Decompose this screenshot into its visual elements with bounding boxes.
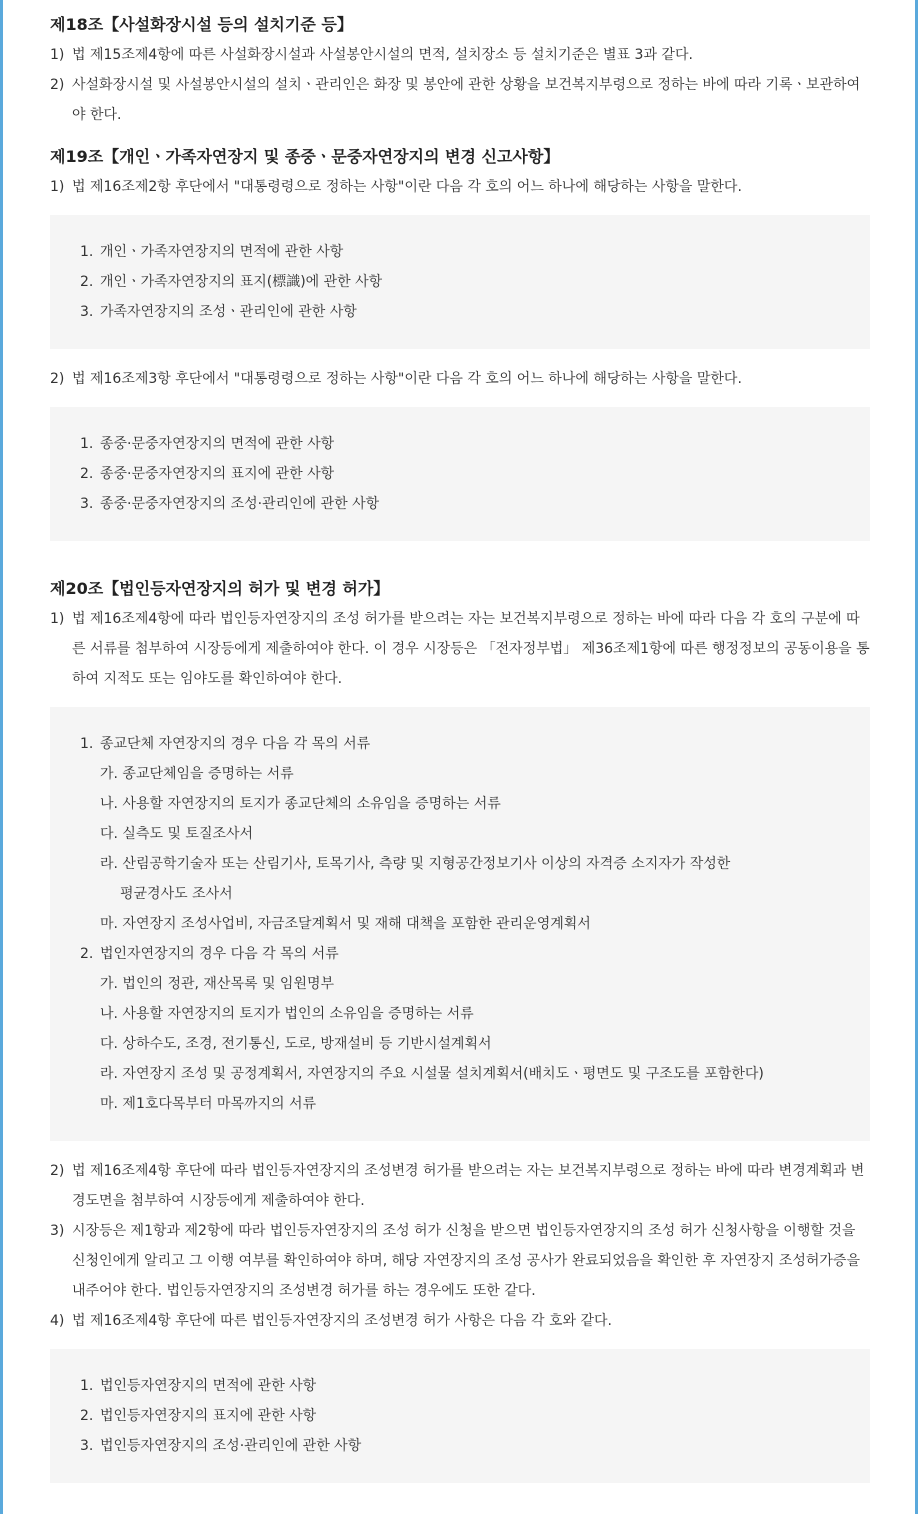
sub-item-continuation: 평균경사도 조사서 [120,886,233,902]
item-number: 1. [80,736,94,752]
article-title: 제18조【사설화장시설 등의 설치기준 등】 [50,15,353,34]
item-text: 종중·문중자연장지의 면적에 관한 사항 [100,436,335,452]
sub-item: 마. 자연장지 조성사업비, 자금조달계획서 및 재해 대책을 포함한 관리운영계획서 [100,916,591,932]
item-number: 1. [80,1378,94,1394]
article-18 [50,10,870,130]
law-content [50,10,870,1498]
sub-item: 라. 산림공학기술자 또는 산림기사, 토목기사, 측량 및 지형공간정보기사 이상의 자격증 소지자가 작성한 [100,856,731,872]
paragraph-number: 2) [50,371,65,387]
paragraph-text: 법 제15조제4항에 따른 사설화장시설과 사설봉안시설의 면적, 설치장소 등 설치기준은 별표 3과 같다. [72,47,693,63]
paragraph-text: 사설화장시설 및 사설봉안시설의 설치ㆍ관리인은 화장 및 봉안에 관한 상황을 보건복지부령으로 정하는 바에 따라 기록ㆍ보관하여야 한다. [72,77,861,123]
sub-item: 라. 자연장지 조성 및 공정계획서, 자연장지의 주요 시설물 설치계획서(배치도ㆍ평면도 및 구조도를 포함한다) [100,1066,764,1082]
sub-item: 나. 사용할 자연장지의 토지가 법인의 소유임을 증명하는 서류 [100,1006,474,1022]
item-text: 법인등자연장지의 표지에 관한 사항 [100,1408,317,1424]
list-item [80,429,870,459]
item-text: 종중·문중자연장지의 표지에 관한 사항 [100,466,335,482]
list-item [80,237,870,267]
sub-item: 나. 사용할 자연장지의 토지가 종교단체의 소유임을 증명하는 서류 [100,796,501,812]
article-title: 제20조【법인등자연장지의 허가 및 변경 허가】 [50,579,390,598]
item-text: 개인ㆍ가족자연장지의 면적에 관한 사항 [100,244,344,260]
paragraph-number: 2) [50,1163,65,1179]
paragraph-number: 3) [50,1223,65,1239]
paragraph-text: 법 제16조제4항 후단에 따라 법인등자연장지의 조성변경 허가를 받으려는 자는 보건복지부령으로 정하는 바에 따라 변경계획과 변경도면을 첨부하여 시장등에게 제출하여야 한다. [72,1163,865,1209]
item-list-box [50,707,870,1141]
item-number: 1. [80,436,94,452]
paragraph [50,604,870,694]
paragraph [50,364,870,394]
item-number: 3. [80,304,94,320]
item-text: 법인자연장지의 경우 다음 각 목의 서류 [100,946,339,962]
item-number: 3. [80,1438,94,1454]
paragraph-text: 법 제16조제4항에 따라 법인등자연장지의 조성 허가를 받으려는 자는 보건복지부령으로 정하는 바에 따라 다음 각 호의 구분에 따른 서류를 첨부하여 시장등에게 제출하여야 한다. 이 경우 시장등은 「전자정부법」 제36조제1항에 따른 행정정보의 공동이용을 통하여 지적도 또는 임야도를 확인하여야 한다. [72,611,870,687]
item-text: 법인등자연장지의 면적에 관한 사항 [100,1378,317,1394]
item-text: 가족자연장지의 조성ㆍ관리인에 관한 사항 [100,304,357,320]
sub-item: 가. 법인의 정관, 재산목록 및 임원명부 [100,976,335,992]
sub-item: 다. 실측도 및 토질조사서 [100,826,254,842]
item-list-box [50,215,870,349]
sub-item: 다. 상하수도, 조경, 전기통신, 도로, 방재설비 등 기반시설계획서 [100,1036,492,1052]
article-title: 제19조【개인ㆍ가족자연장지 및 종중ㆍ문중자연장지의 변경 신고사항】 [50,147,560,166]
item-number: 1. [80,244,94,260]
paragraph-number: 1) [50,611,65,627]
item-text: 개인ㆍ가족자연장지의 표지(標識)에 관한 사항 [100,274,383,290]
item-text: 종중·문중자연장지의 조성·관리인에 관한 사항 [100,496,380,512]
sub-item: 마. 제1호다목부터 마목까지의 서류 [100,1096,317,1112]
item-number: 2. [80,946,94,962]
paragraph-text: 법 제16조제4항 후단에 따른 법인등자연장지의 조성변경 허가 사항은 다음 각 호와 같다. [72,1313,612,1329]
item-number: 2. [80,466,94,482]
paragraph [50,1306,870,1336]
paragraph-text: 시장등은 제1항과 제2항에 따라 법인등자연장지의 조성 허가 신청을 받으면 법인등자연장지의 조성 허가 신청사항을 이행할 것을 신청인에게 알리고 그 이행 여부를 확인하여야 하며, 해당 자연장지의 조성 공사가 완료되었음을 확인한 후 자연장지 조성허가증을 내주어야 한다. 법인등자연장지의 조성변경 허가를 하는 경우에도 또한 같다. [72,1223,860,1299]
list-item [80,459,870,489]
right-frame-border [915,0,918,1514]
sub-item: 가. 종교단체임을 증명하는 서류 [100,766,294,782]
article-20 [50,574,870,1483]
item-list-box [50,407,870,541]
paragraph [50,172,870,202]
paragraph [50,70,870,130]
paragraph-text: 법 제16조제3항 후단에서 "대통령령으로 정하는 사항"이란 다음 각 호의 어느 하나에 해당하는 사항을 말한다. [72,371,742,387]
list-item [80,1401,870,1431]
paragraph-number: 4) [50,1313,65,1329]
list-item [80,1371,870,1401]
paragraph-text: 법 제16조제2항 후단에서 "대통령령으로 정하는 사항"이란 다음 각 호의 어느 하나에 해당하는 사항을 말한다. [72,179,742,195]
paragraph-number: 2) [50,77,65,93]
article-19 [50,142,870,541]
paragraph [50,40,870,70]
item-text: 법인등자연장지의 조성·관리인에 관한 사항 [100,1438,362,1454]
list-item [80,489,870,519]
list-item [80,939,870,969]
paragraph-number: 1) [50,179,65,195]
item-number: 2. [80,1408,94,1424]
paragraph [50,1156,870,1216]
list-item [80,267,870,297]
list-item [80,729,870,759]
item-text: 종교단체 자연장지의 경우 다음 각 목의 서류 [100,736,371,752]
left-frame-border [0,0,3,1514]
item-list-box [50,1349,870,1483]
list-item [80,297,870,327]
paragraph-number: 1) [50,47,65,63]
paragraph [50,1216,870,1306]
item-number: 3. [80,496,94,512]
item-number: 2. [80,274,94,290]
list-item [80,1431,870,1461]
